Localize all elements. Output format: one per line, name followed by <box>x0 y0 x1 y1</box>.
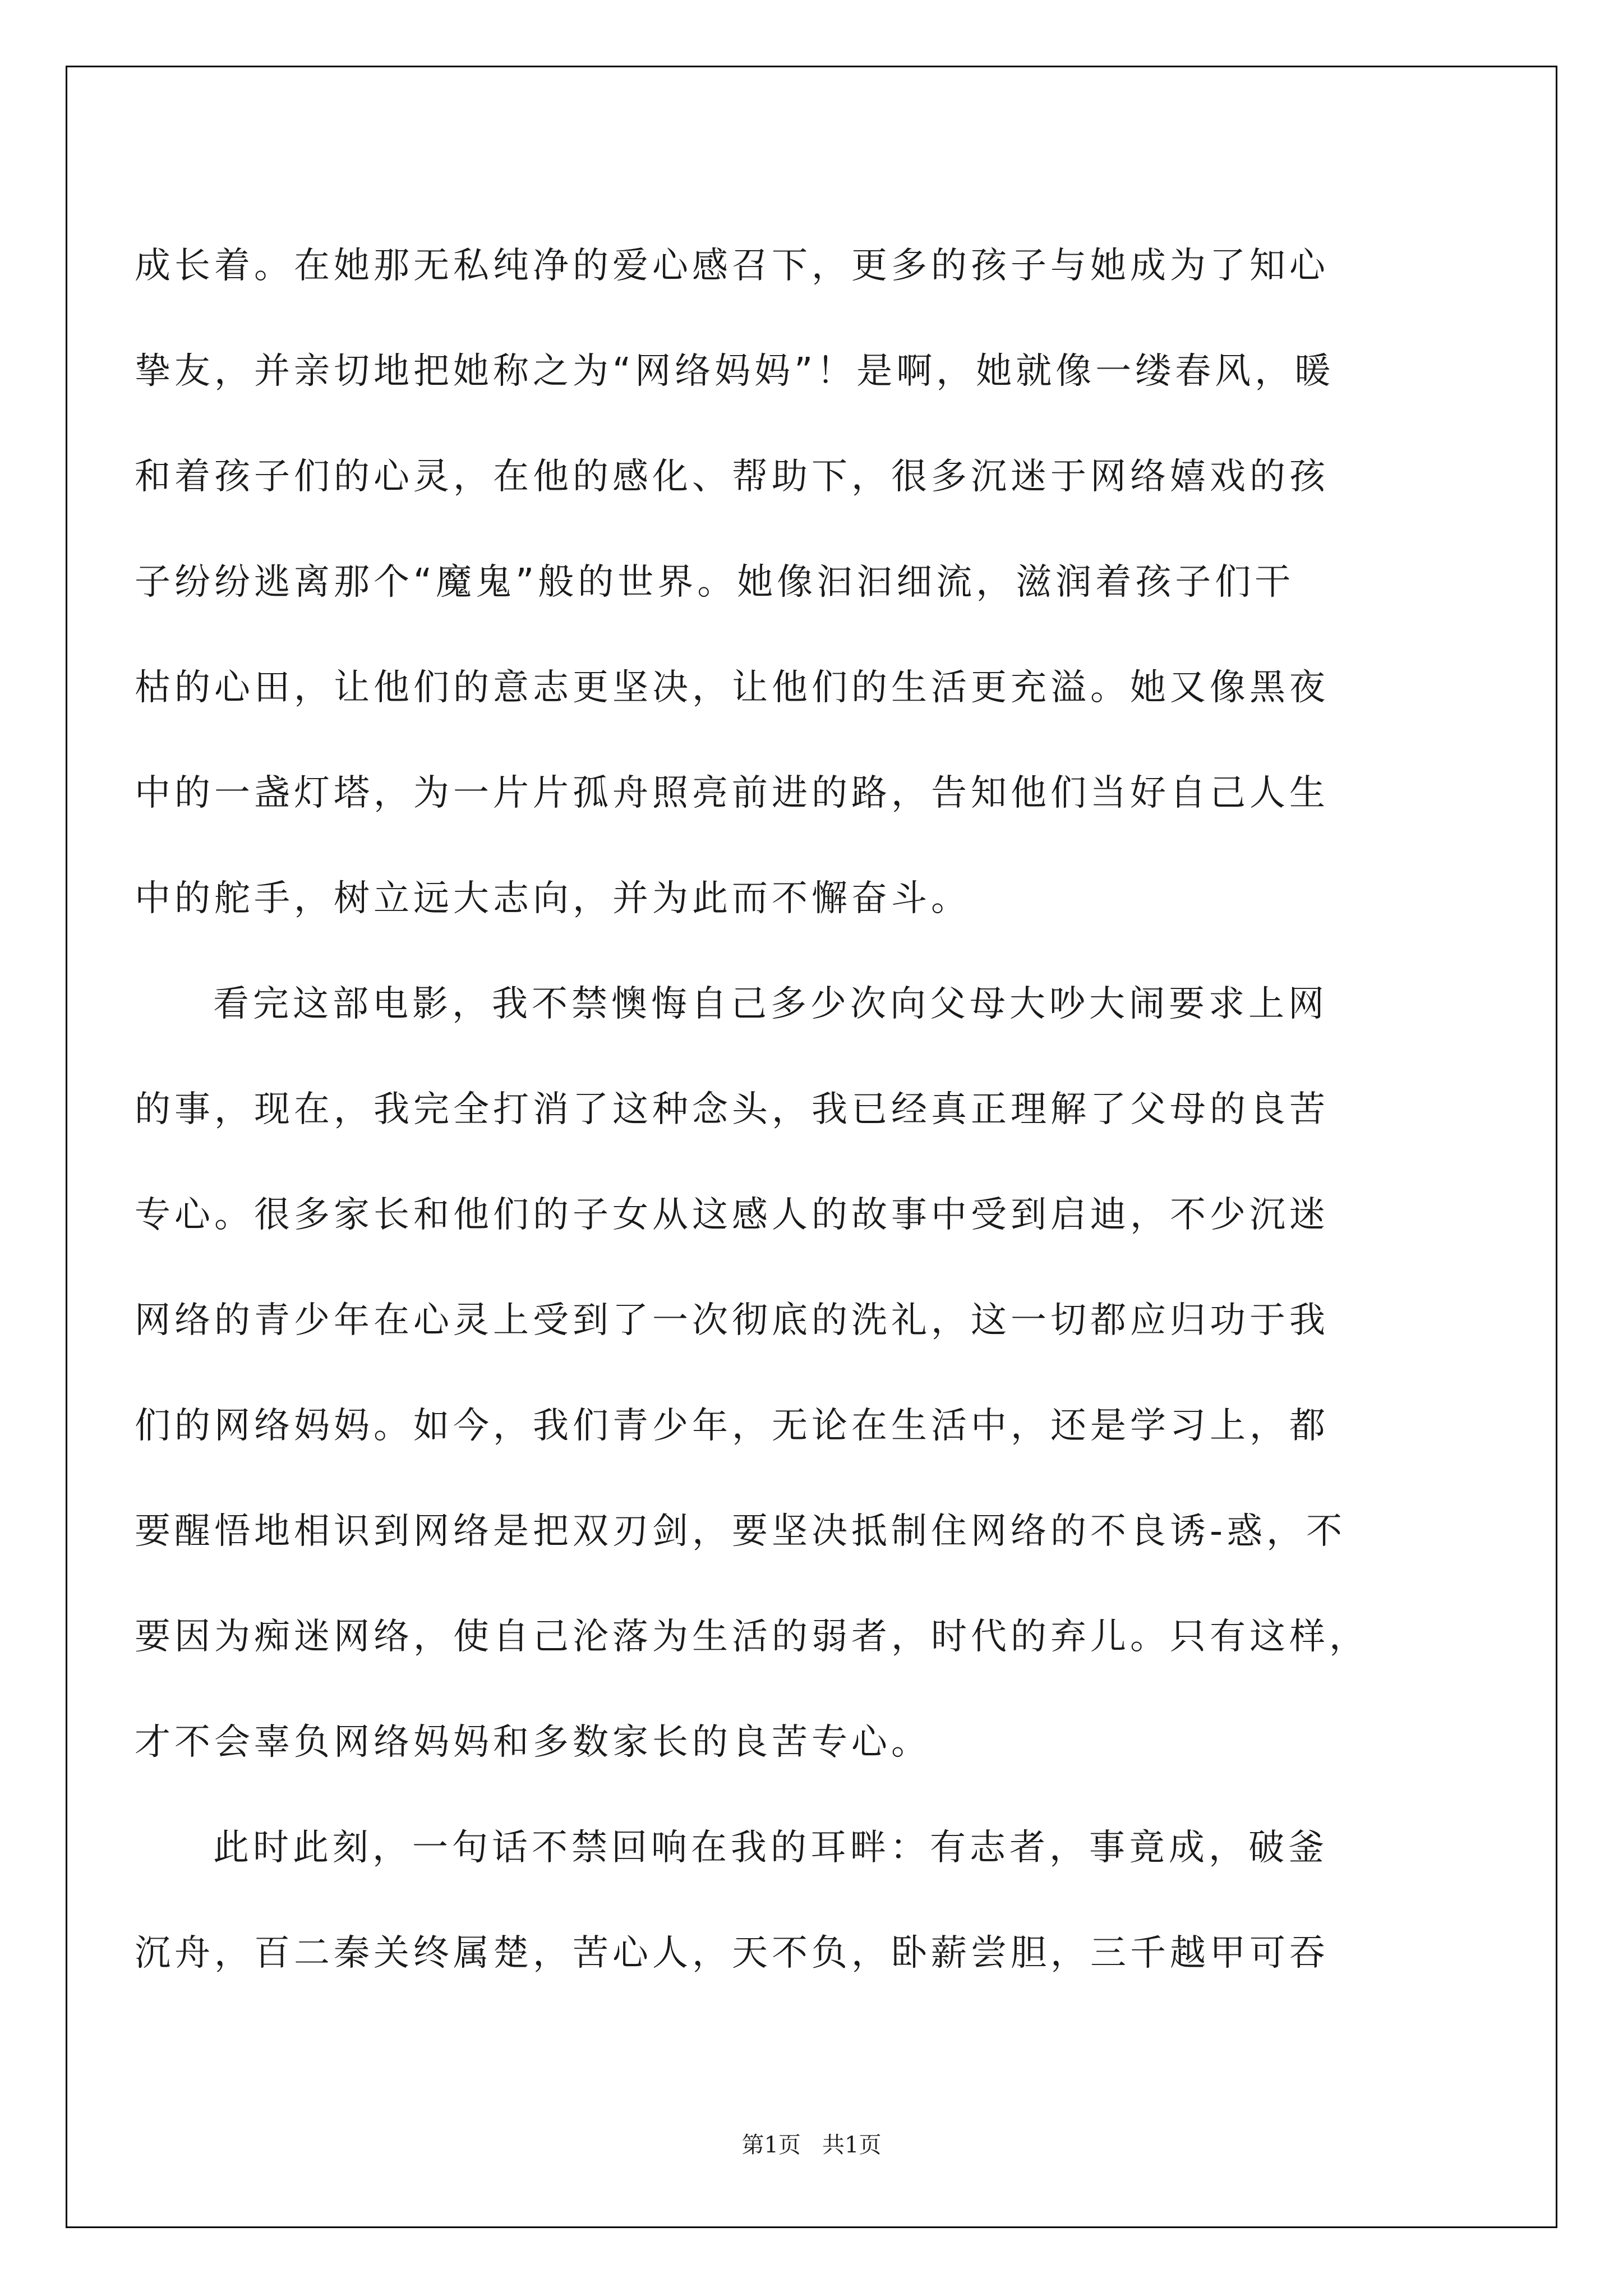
text-line: 专心。很多家长和他们的子女从这感人的故事中受到启迪，不少沉迷 <box>135 1194 1329 1236</box>
paragraph-first-line: 看完这部电影，我不禁懊悔自己多少次向父母大吵大闹要求上网 <box>213 983 1328 1025</box>
text-line: 挚友，并亲切地把她称之为“网络妈妈”！是啊，她就像一缕春风，暖 <box>135 351 1335 392</box>
text-line: 要因为痴迷网络，使自己沦落为生活的弱者，时代的弃儿。只有这样， <box>135 1616 1369 1658</box>
document-body <box>135 213 1581 2006</box>
text-line: 要醒悟地相识到网络是把双刃剑，要坚决抵制住网络的不良诱-惑，不 <box>135 1511 1347 1552</box>
text-line: 才不会辜负网络妈妈和多数家长的良苦专心。 <box>135 1722 931 1763</box>
paragraph-first-line: 此时此刻，一句话不禁回响在我的耳畔：有志者，事竟成，破釜 <box>213 1827 1328 1869</box>
text-line: 网络的青少年在心灵上受到了一次彻底的洗礼，这一切都应归功于我 <box>135 1300 1329 1341</box>
text-line: 枯的心田，让他们的意志更坚决，让他们的生活更充溢。她又像黑夜 <box>135 667 1329 708</box>
page-number-footer: 第1页 共1页 <box>741 2132 882 2158</box>
text-line: 们的网络妈妈。如今，我们青少年，无论在生活中，还是学习上，都 <box>135 1405 1329 1447</box>
text-line: 中的一盏灯塔，为一片片孤舟照亮前进的路，告知他们当好自己人生 <box>135 772 1329 814</box>
text-line: 和着孩子们的心灵，在他的感化、帮助下，很多沉迷于网络嬉戏的孩 <box>135 456 1329 498</box>
text-line: 子纷纷逃离那个“魔鬼”般的世界。她像汩汩细流，滋润着孩子们干 <box>135 562 1295 603</box>
text-line: 成长着。在她那无私纯净的爱心感召下，更多的孩子与她成为了知心 <box>135 245 1329 287</box>
text-line: 沉舟，百二秦关终属楚，苦心人，天不负，卧薪尝胆，三千越甲可吞 <box>135 1932 1329 1974</box>
text-line: 的事，现在，我完全打消了这种念头，我已经真正理解了父母的良苦 <box>135 1089 1329 1130</box>
text-line: 中的舵手，树立远大志向，并为此而不懈奋斗。 <box>135 878 971 919</box>
